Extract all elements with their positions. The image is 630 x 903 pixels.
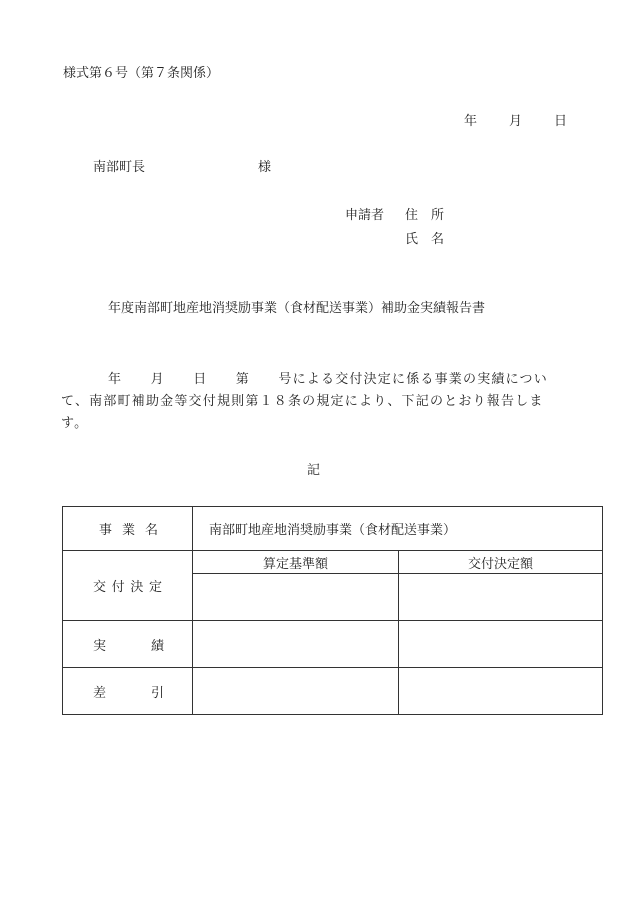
date-line bbox=[464, 114, 567, 130]
difference-grant-cell[interactable] bbox=[399, 668, 603, 715]
label-char: 事 bbox=[99, 523, 113, 538]
row-results bbox=[63, 621, 603, 668]
calc-base-cell[interactable] bbox=[193, 574, 399, 621]
ki-heading: 記 bbox=[307, 463, 321, 478]
date-year: 年 bbox=[464, 114, 478, 129]
results-calc-cell[interactable] bbox=[193, 621, 399, 668]
applicant-label: 申請者 bbox=[345, 208, 385, 223]
label-char: 決 bbox=[130, 580, 144, 595]
difference-calc-cell[interactable] bbox=[193, 668, 399, 715]
body-line-2: て、南部町補助金等交付規則第１８条の規定により、下記のとおり報告しま bbox=[61, 394, 544, 409]
body-line-1: 年 月 日 第 号による交付決定に係る事業の実績につい bbox=[108, 372, 548, 387]
name-label: 氏 名 bbox=[405, 232, 445, 247]
date-month: 月 bbox=[509, 114, 523, 129]
report-table bbox=[62, 506, 603, 715]
project-name-label bbox=[63, 507, 193, 551]
label-char: 付 bbox=[111, 580, 125, 595]
label-char: 定 bbox=[148, 580, 162, 595]
results-grant-cell[interactable] bbox=[399, 621, 603, 668]
label-char: 交 bbox=[93, 580, 107, 595]
grant-amount-cell[interactable] bbox=[399, 574, 603, 621]
row-grant-header bbox=[63, 551, 603, 574]
form-number: 様式第６号（第７条関係） bbox=[63, 66, 220, 81]
addressee: 南部町長 bbox=[93, 160, 146, 175]
document-title: 年度南部町地産地消奨励事業（食材配送事業）補助金実績報告書 bbox=[108, 301, 486, 316]
row-difference bbox=[63, 668, 603, 715]
project-name-value: 南部町地産地消奨励事業（食材配送事業） bbox=[193, 507, 603, 551]
col-calc-base-header: 算定基準額 bbox=[193, 551, 399, 574]
results-label bbox=[63, 621, 193, 668]
label-char: 引 bbox=[150, 685, 164, 701]
row-project-name bbox=[63, 507, 603, 551]
col-grant-amount-header: 交付決定額 bbox=[399, 551, 603, 574]
grant-decision-label bbox=[63, 551, 193, 621]
label-char: 績 bbox=[150, 638, 164, 654]
label-char: 差 bbox=[93, 685, 107, 701]
difference-label bbox=[63, 668, 193, 715]
label-char: 名 bbox=[144, 523, 158, 538]
address-label: 住 所 bbox=[405, 208, 445, 223]
label-char: 実 bbox=[93, 638, 107, 654]
body-paragraph bbox=[61, 369, 581, 435]
label-char: 業 bbox=[121, 523, 135, 538]
date-day: 日 bbox=[554, 114, 568, 129]
honorific: 様 bbox=[258, 160, 272, 175]
body-line-3: す。 bbox=[61, 416, 89, 431]
